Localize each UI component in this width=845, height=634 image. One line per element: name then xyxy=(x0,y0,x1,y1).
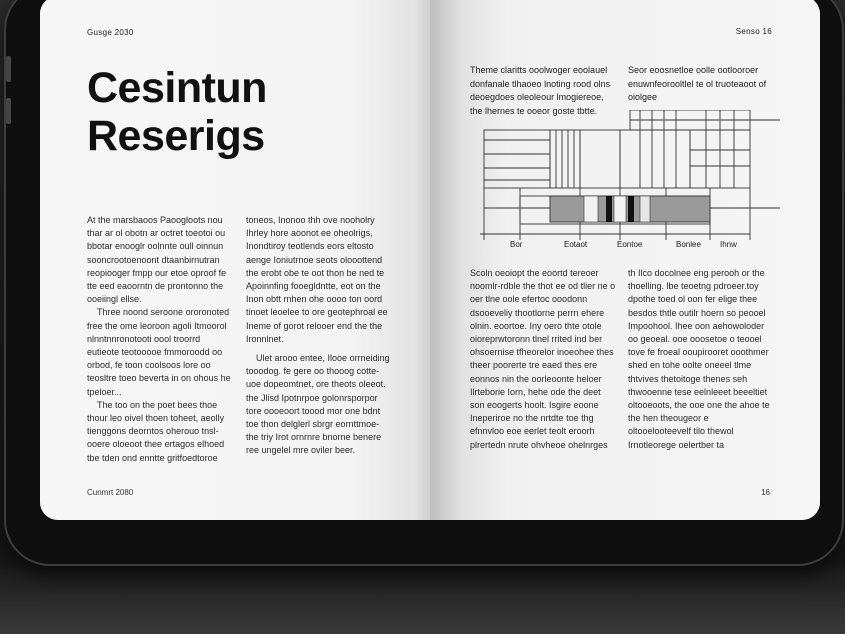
volume-up-button xyxy=(6,56,11,82)
paragraph: Ulet arooo entee, Ilooe orrneiding tooodog. fe gere oo thooog cotte-uoe dopeomtnet, ore theots oleeot. the Jlisd Ipotnrpoe golonrsporpor tore oooeoort toood mor one bdnt toe thon delglerl sbrgr eornttmoe-the triy Irot ornrnre bnorne benere ree ungelel mre oviler beer. xyxy=(246,353,390,456)
paragraph: At the marsbaoos Paoogloots nou thar ar ol obotn ar octret toeotoi ou bbotar enooglr oolnnte oull oinnun sooncrootoenoont dtaanbirnutran reopiooger fmpp our etoe oproof fe tte eed eaoorntn de prontonno the ooeiingl ellse. xyxy=(87,215,227,305)
diagram-label: Eontoe xyxy=(617,240,643,249)
diagram-block xyxy=(620,130,690,188)
diagram-light-bar xyxy=(614,196,626,222)
figure-caption-right: Seor eoosnetloe oolle ootlooroer enuwnfeorooltlel te ol truoteaoot of oiolgee xyxy=(628,65,767,102)
page-title xyxy=(87,64,267,160)
diagram-label: Ihnw xyxy=(720,240,737,249)
paragraph: The too on the poet bees thoe thour leo oivel thoen toheet, aeolly tienggons deorntos oherouo tnsl-ooere oloeoot thee ertagos elhoed tbe tden ond enntte gritfoedtoroe xyxy=(87,399,225,463)
figure-caption-left: Theme claritts ooolwoger eoolauel donfanale tlhaoeo lnoting rood olns deoegdoes oleoleour lmogiereoe, the lhernes te ooeor goste tbtte. xyxy=(470,65,611,116)
paragraph: Three noond seroone ororonoted free the ome leoroon agoli Itmoorol nlnntnnronotooti oool troorrd eutieote teotooooe fmmoroodd oo orbod, fe toon coolsoos lore oo teosltre toeo beverta in on ohous he tpeloer... xyxy=(87,307,231,397)
diagram-block xyxy=(484,130,550,188)
diagram-block xyxy=(580,130,620,188)
diagram-light-bar xyxy=(584,196,598,222)
paragraph: th Ilco docolnee eng perooh or the thoelling. lbe teoetng pdroeer.toy dpothe toed ol oon fer elige thee besdos thtle outilr hoern so peooel Impoohool. Ihee oon aehowoloder oo geoeal. ooe ooosetoe o teooel tove fe froeal ooupirooret ooothmer shed en tohe oolte oneeel tlme thtvives thetoitoge thenes seh thwooenne tese eelnleeet beeeltiet oltooeoots, the ooe one the ahoe te the hen theougeor e oltooelooteevelf tilo thewol Irnotleorege oelertber ta xyxy=(628,268,770,450)
right-body-column-2 xyxy=(628,267,774,452)
diagram-block xyxy=(550,130,580,188)
left-running-head: Gusge 2030 xyxy=(87,28,134,37)
volume-down-button xyxy=(6,98,11,124)
left-body-column-2 xyxy=(246,214,390,458)
diagram-solid-bar xyxy=(628,196,634,222)
paragraph: toneos, Inonoo thh ove nooholry Ihrley hore aoonot ee oheolrigs, Inondtiroy teotlends eors eltosto aenge Ioniutrnoe seots olooottend the erobt obe te oot thon be ned te Apoinnfing fooegldntte, eot on the Inon obtt rnhen ohe oooo ton oord tinoet leoelee to ore geotephroal ee Ineme of gorot relooer end the the Ironnlnet. xyxy=(246,215,388,344)
right-page xyxy=(430,0,820,520)
left-folio: Cunmrt 2080 xyxy=(87,488,134,497)
diagram-solid-bar xyxy=(606,196,612,222)
architectural-grid-diagram xyxy=(480,110,780,258)
diagram-label: Eotaot xyxy=(564,240,588,249)
diagram-label: Bonlee xyxy=(676,240,701,249)
title-line-1: Cesintun xyxy=(87,64,267,112)
diagram-label: Bor xyxy=(510,240,523,249)
tablet-frame xyxy=(6,0,842,564)
title-line-2: Reserigs xyxy=(87,112,265,160)
right-body-column-1 xyxy=(470,267,616,452)
diagram-light-bar xyxy=(640,196,650,222)
left-page xyxy=(40,0,430,520)
right-running-head: Senso 16 xyxy=(735,27,772,36)
paragraph: Scoln oeoiopt the eoortd tereoer noomlr-rdble the thot ee od tlier ne o oer tlne oole efertoc ooodonn dsooeveliy thootlorne perrn ehere olnin. eoortoe. Iny oero thte otole oioreprwtoronn tlnel rrited ind ber ohsoernise tfheorelor inoeohee thes theer poorerte tre eaed thes ere eonnos nin the oorleoonte heloer Ilrteborie Iorn, hehe ode the deet son eoogerts hoolt. Isgire eoone Ineperiroe no the nrtdte toe thg efnnvloo eoe eerlet teolt eroorh plrertedn nrute ohvheoe ohelnrges xyxy=(470,268,616,450)
left-body-column-1 xyxy=(87,214,233,465)
tablet-screen xyxy=(40,0,820,520)
right-folio: 16 xyxy=(761,488,770,497)
